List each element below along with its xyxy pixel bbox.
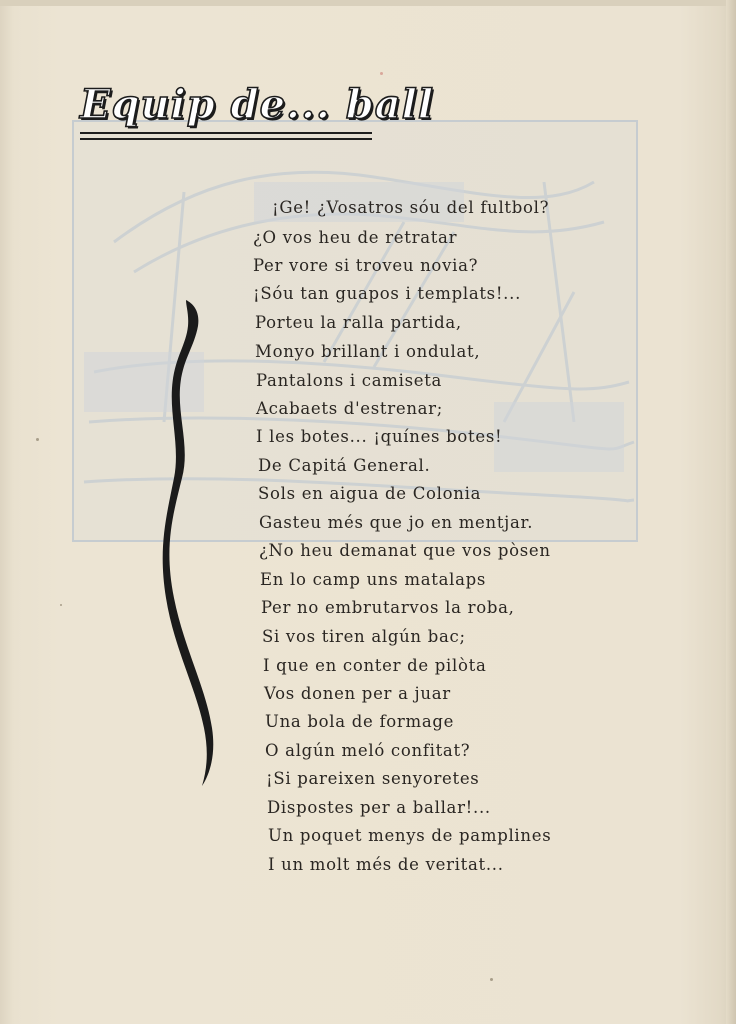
poem-line: ¡Sóu tan guapos i templats!... <box>253 284 522 303</box>
paper-speck <box>380 72 383 75</box>
paper-speck <box>60 604 62 606</box>
poem-line: En lo camp uns matalaps <box>260 570 487 589</box>
paper-speck <box>490 978 493 981</box>
poem-line: I que en conter de pilòta <box>263 656 487 675</box>
page-title: Equip de... ball <box>80 81 435 128</box>
poem-line: I les botes... ¡quínes botes! <box>256 427 503 446</box>
poem-line: Si vos tiren algún bac; <box>262 627 466 646</box>
poem-line: ¿O vos heu de retratar <box>253 228 458 247</box>
poem-line: Gasteu més que jo en mentjar. <box>259 513 534 532</box>
poem-line: Per no embrutarvos la roba, <box>261 598 515 617</box>
poem-line: Sols en aigua de Colonia <box>258 484 482 503</box>
poem-line: ¿No heu demanat que vos pòsen <box>259 541 551 560</box>
poem-line: Porteu la ralla partida, <box>255 313 462 332</box>
poem-line: Dispostes per a ballar!... <box>267 798 491 817</box>
poem-line: O algún meló confitat? <box>265 741 471 760</box>
poem-line: Acabaets d'estrenar; <box>256 399 444 418</box>
poem-line: Una bola de formage <box>265 712 455 731</box>
poem-line: Monyo brillant i ondulat, <box>255 342 481 361</box>
paper-speck <box>36 438 39 441</box>
poem-line: ¡Ge! ¿Vosatros sóu del fultbol? <box>272 198 550 217</box>
poem-line: De Capitá General. <box>258 456 431 475</box>
poem-line: Pantalons i camiseta <box>256 371 443 390</box>
poem-line: Per vore si troveu novia? <box>253 256 479 275</box>
poem-line: Vos donen per a juar <box>264 684 451 703</box>
poem-line: I un molt més de veritat... <box>268 855 504 874</box>
poem-line: ¡Si pareixen senyoretes <box>266 769 480 788</box>
poem-line: Un poquet menys de pamplines <box>268 826 552 845</box>
